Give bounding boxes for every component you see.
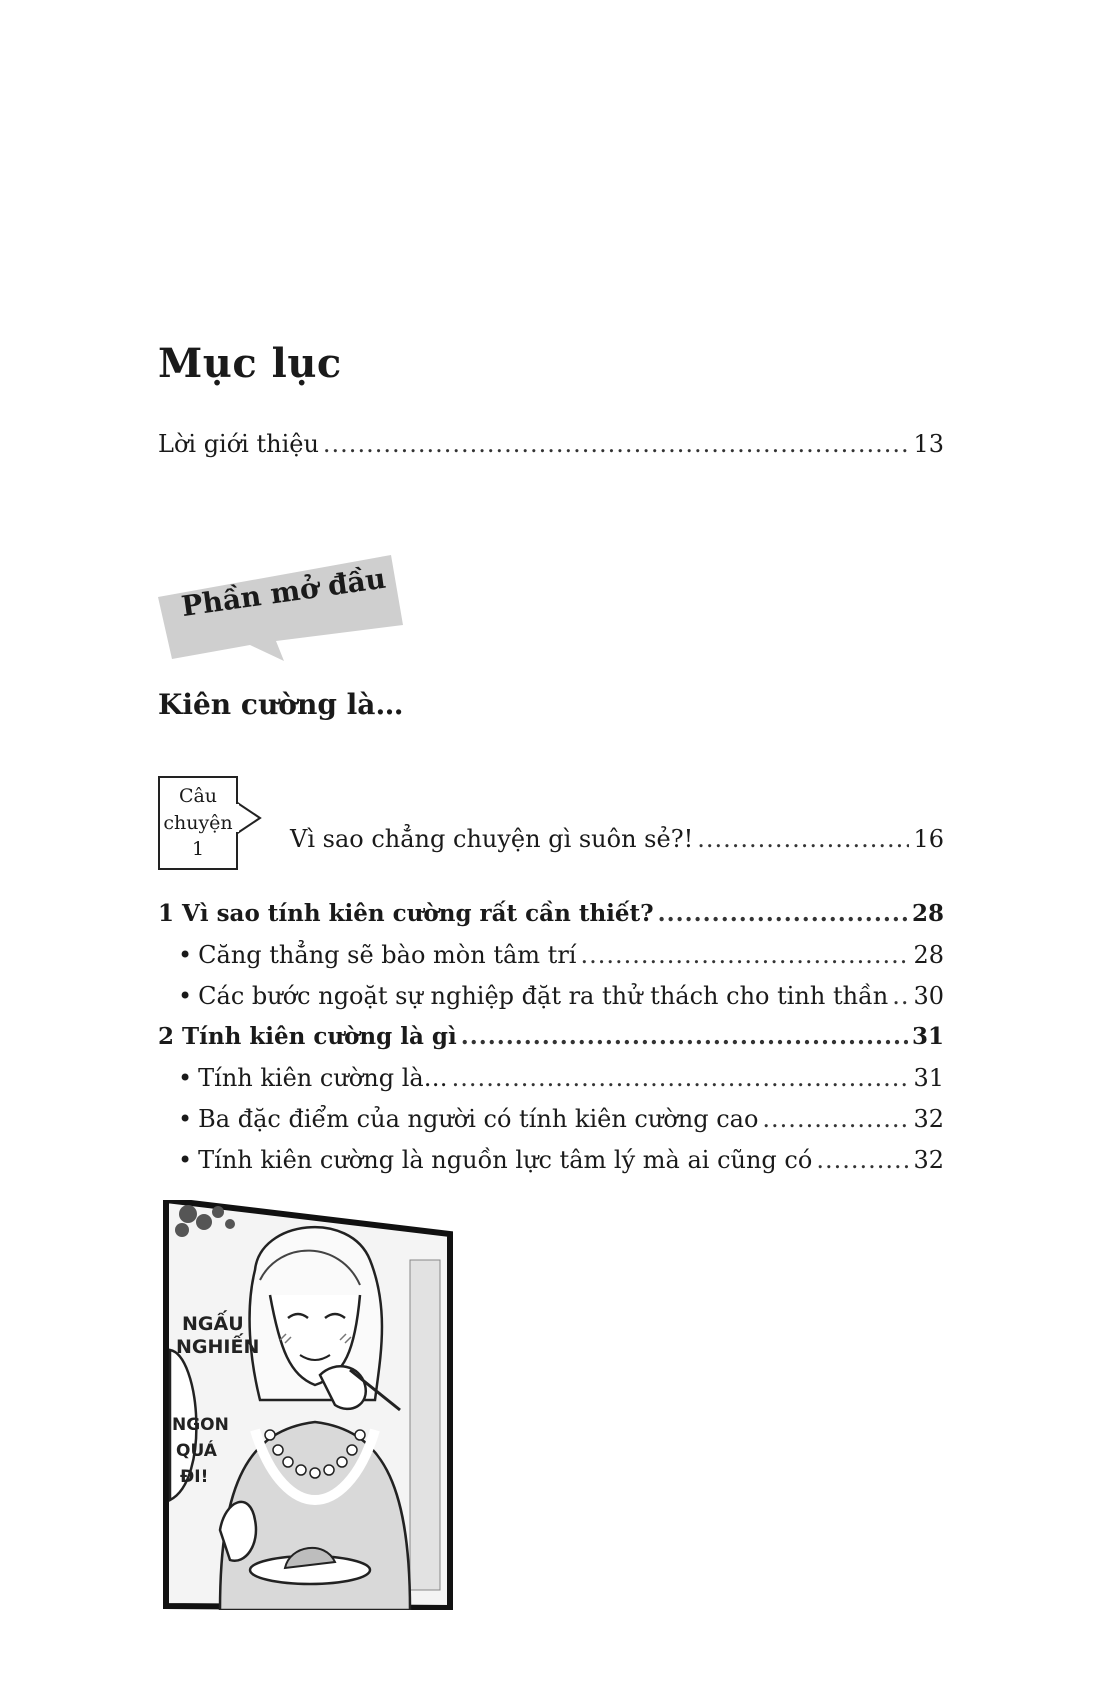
manga-speech-line: QUÁ	[176, 1441, 217, 1461]
section-banner-label: Phần mở đầu	[179, 561, 388, 623]
toc-entry-label: Các bước ngoặt sự nghiệp đặt ra thử thách cho tinh thần	[198, 982, 889, 1010]
toc-entry-label: Tính kiên cường là…	[198, 1064, 448, 1092]
leader-dots	[816, 1148, 909, 1172]
bullet-icon: •	[178, 1064, 193, 1092]
toc-entry-label: Ba đặc điểm của người có tính kiên cường cao	[198, 1105, 759, 1133]
leader-dots	[580, 943, 909, 967]
leader-dots	[697, 827, 909, 851]
page-title: Mục lục	[158, 340, 342, 387]
toc-page-number: 31	[913, 1064, 944, 1092]
section-heading: Kiên cường là…	[158, 688, 404, 721]
toc-entry-chapter-1[interactable]	[158, 902, 944, 925]
manga-sfx-line: NGẤU	[182, 1313, 244, 1335]
toc-entry-label: Căng thẳng sẽ bào mòn tâm trí	[198, 941, 577, 969]
toc-entry-subsection[interactable]	[178, 984, 944, 1008]
toc-page-number: 32	[913, 1105, 944, 1133]
story-label-box	[158, 776, 238, 870]
toc-entry-label: 1 Vì sao tính kiên cường rất cần thiết?	[158, 900, 654, 927]
leader-dots	[461, 1025, 908, 1048]
toc-entry-chapter-2[interactable]	[158, 1025, 944, 1048]
toc-page-number: 32	[913, 1146, 944, 1174]
story-label-line: chuyện	[163, 811, 233, 834]
toc-page-number: 28	[911, 900, 944, 927]
toc-page-number: 16	[913, 825, 944, 853]
leader-dots	[452, 1066, 910, 1090]
story-pointer-arrow	[236, 800, 262, 836]
toc-page-number: 30	[913, 982, 944, 1010]
toc-entry-label: Lời giới thiệu	[158, 430, 319, 458]
toc-entry-subsection[interactable]	[178, 943, 944, 967]
bullet-icon: •	[178, 941, 193, 969]
toc-page-number: 13	[913, 430, 944, 458]
leader-dots	[892, 984, 909, 1008]
leader-dots	[762, 1107, 909, 1131]
manga-sfx-line: NGHIẾN	[176, 1336, 260, 1358]
manga-speech-line: NGON	[172, 1415, 229, 1435]
story-label-line: 1	[191, 838, 205, 861]
manga-speech-line: ĐI!	[180, 1467, 209, 1487]
leader-dots	[323, 432, 910, 456]
toc-entry-subsection[interactable]	[178, 1148, 944, 1172]
toc-page-number: 28	[913, 941, 944, 969]
toc-entry-subsection[interactable]	[178, 1107, 944, 1131]
toc-entry-label: Vì sao chẳng chuyện gì suôn sẻ?!	[290, 825, 694, 853]
story-label-line: Câu	[178, 785, 218, 808]
toc-entry-subsection[interactable]	[178, 1066, 944, 1090]
toc-entry-intro[interactable]	[158, 432, 944, 456]
leader-dots	[658, 902, 908, 925]
bullet-icon: •	[178, 1105, 193, 1133]
toc-entry-story-1[interactable]	[290, 827, 944, 851]
toc-page-number: 31	[911, 1023, 944, 1050]
bullet-icon: •	[178, 1146, 193, 1174]
toc-entry-label: 2 Tính kiên cường là gì	[158, 1023, 457, 1050]
bullet-icon: •	[178, 982, 193, 1010]
manga-illustration	[160, 1200, 460, 1610]
toc-entry-label: Tính kiên cường là nguồn lực tâm lý mà ai cũng có	[198, 1146, 813, 1174]
